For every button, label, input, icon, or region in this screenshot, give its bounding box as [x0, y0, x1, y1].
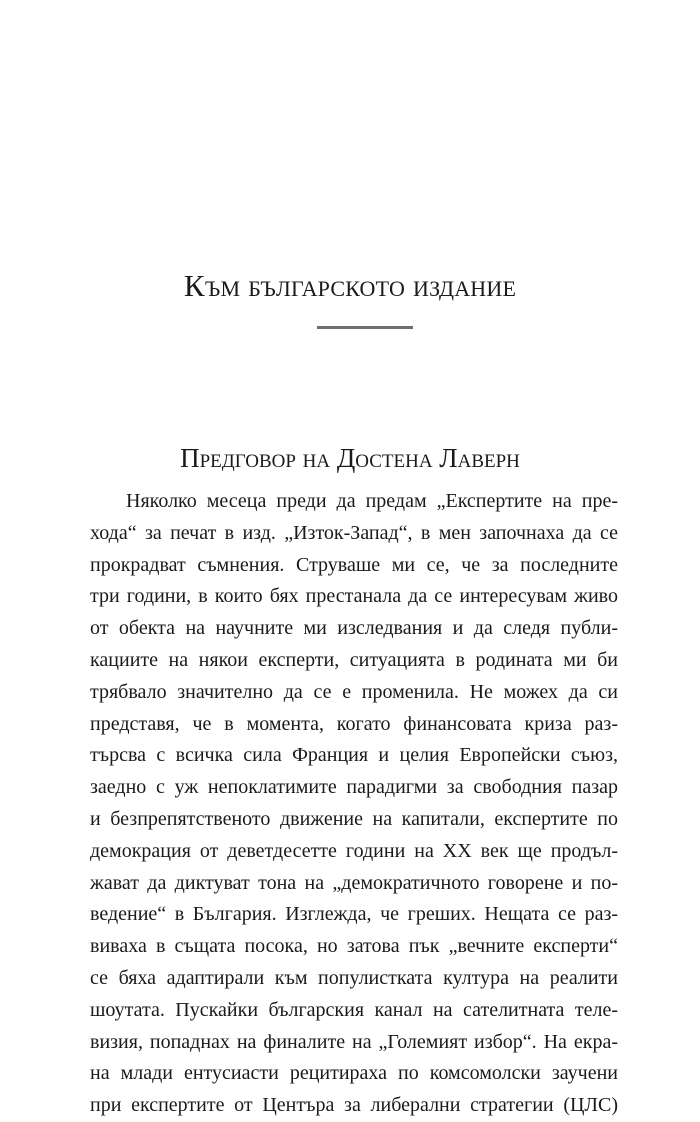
text-line: при експертите от Центъра за либерални стратегии (ЦЛС)	[90, 1094, 618, 1117]
text-line: заедно с уж непоклатимите парадигми за свободния пазар	[90, 776, 618, 799]
text-line: виваха в същата посока, но затова пък „вечните експерти“	[90, 935, 618, 958]
text-line: шоутата. Пускайки българския канал на сателитната теле-	[90, 998, 618, 1021]
text-line: от обекта на научните ми изследвания и да следя публи-	[90, 617, 618, 640]
text-line: прокрадват съмнения. Струваше ми се, че за последните	[90, 553, 618, 576]
text-line: демокрация от деветдесетте години на XX век ще продъл-	[90, 839, 618, 862]
text-line: трябвало значително да се е променила. Не можех да си	[90, 680, 618, 703]
text-line: представя, че в момента, когато финансовата криза раз-	[90, 712, 618, 735]
section-title: Предговор на Достена Лаверн	[180, 443, 520, 473]
title-divider	[317, 326, 413, 329]
text-line: визия, попаднах на финалите на „Големият избор“. На екра-	[90, 1030, 618, 1053]
text-line: на млади ентусиасти рецитираха по комсомолски заучени	[90, 1062, 618, 1085]
text-line: и безпрепятственото движение на капитали, експертите по	[90, 807, 618, 830]
body-paragraph	[90, 486, 618, 1122]
text-line: се бяха адаптирали към популистката култура на реалити	[90, 966, 618, 989]
text-line: Няколко месеца преди да предам „Експертите на пре-	[126, 490, 618, 512]
text-line: кациите на някои експерти, ситуацията в родината ми би	[90, 648, 618, 671]
text-line: ведение“ в България. Изглежда, че греших. Нещата се раз-	[90, 903, 618, 926]
chapter-title: Към българското издание	[183, 268, 517, 303]
text-line: хода“ за печат в изд. „Изток-Запад“, в мен започнаха да се	[90, 521, 618, 544]
text-line: търсва с всичка сила Франция и целия Европейски съюз,	[90, 744, 618, 767]
text-line: три години, в които бях престанала да се интересувам живо	[90, 585, 618, 608]
text-line: жават да диктуват тона на „демократичното говорене и по-	[90, 871, 618, 894]
